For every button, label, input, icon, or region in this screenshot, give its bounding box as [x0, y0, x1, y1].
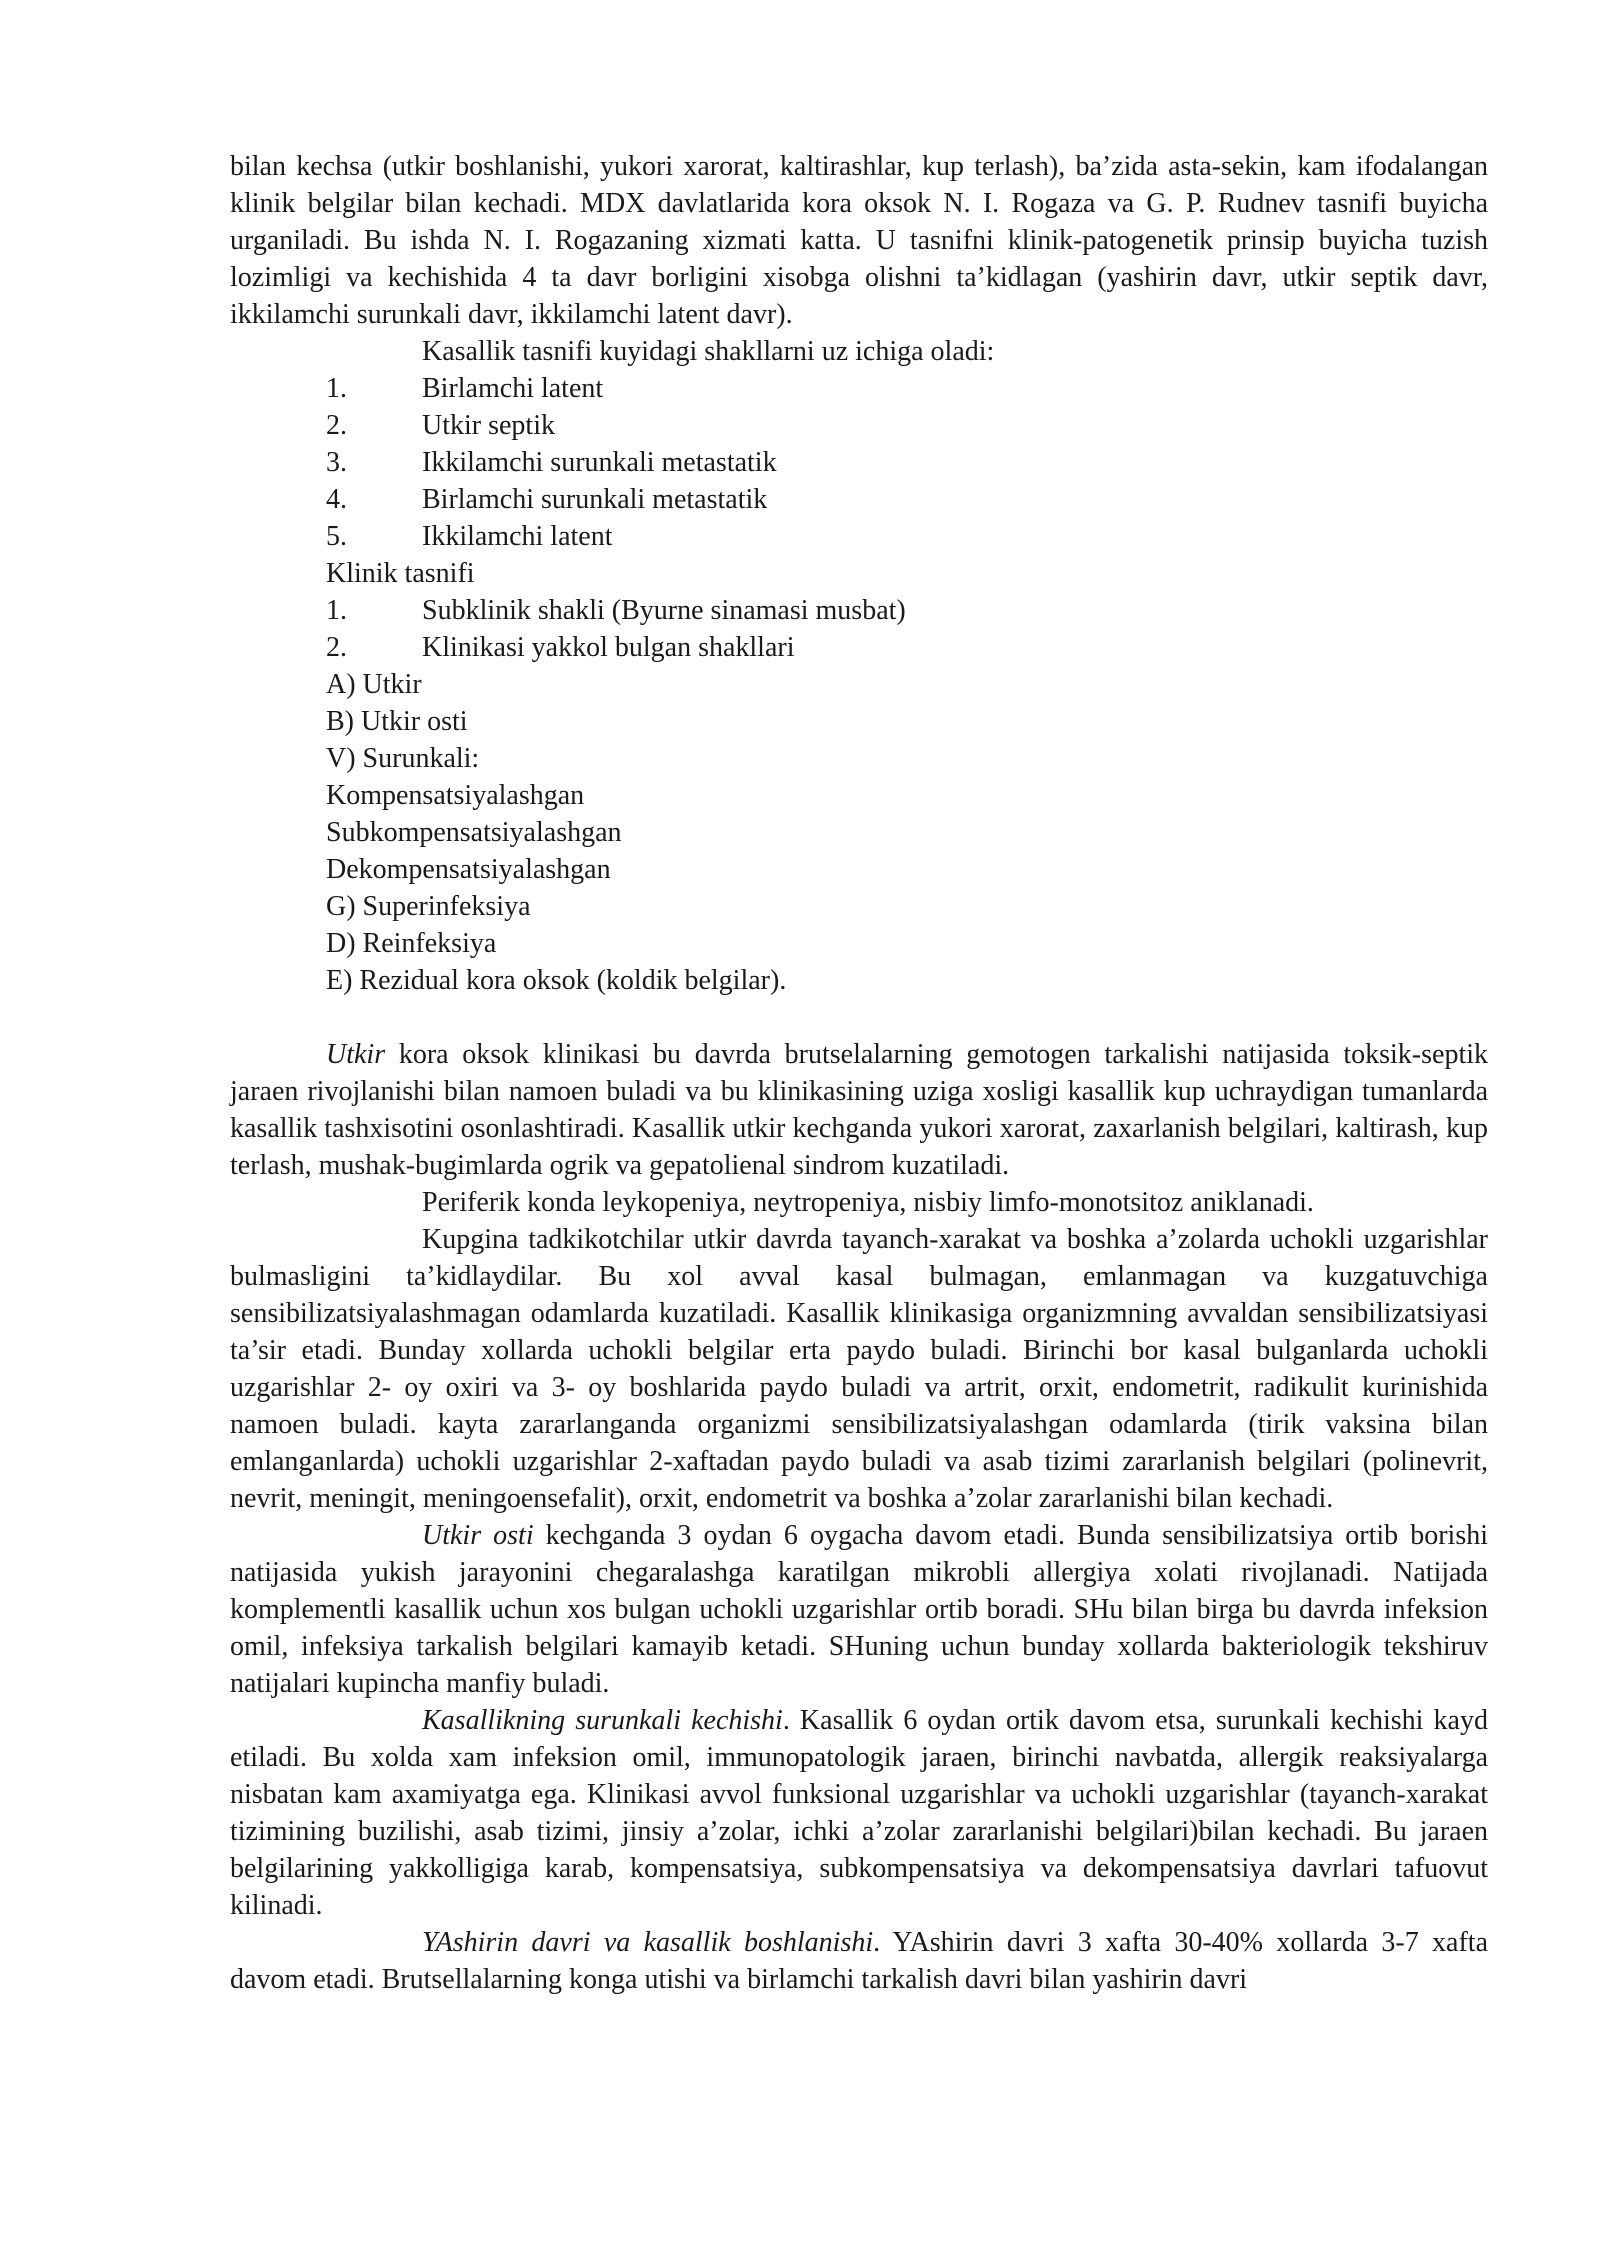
list-item: G) Superinfeksiya: [326, 891, 531, 922]
clinical-list: [230, 592, 1488, 666]
clinical-heading: Klinik tasnifi: [326, 558, 475, 589]
forms-list: [230, 370, 1488, 555]
list-item: Kompensatsiyalashgan: [326, 780, 585, 811]
list-item: B) Utkir osti: [326, 706, 468, 737]
list-item: 3. Ikkilamchi surunkali metastatik: [326, 447, 777, 478]
paragraph-gap: [230, 999, 1488, 1036]
list-item: 1. Subklinik shakli (Byurne sinamasi musbat): [326, 595, 906, 626]
utkir-lead: Utkir: [326, 1039, 386, 1070]
yashirin-lead: YAshirin davri va kasallik boshlanishi: [422, 1927, 874, 1958]
list-item: A) Utkir: [326, 669, 422, 700]
list-item: 2. Klinikasi yakkol bulgan shakllari: [326, 632, 795, 663]
list-item: D) Reinfeksiya: [326, 928, 497, 959]
periferik-paragraph: Periferik konda leykopeniya, neytropeniya, nisbiy limfo-monotsitoz aniklanadi.: [422, 1187, 1314, 1218]
list-item: E) Rezidual kora oksok (koldik belgilar).: [326, 965, 787, 996]
surunkali-paragraph: Kasallikning surunkali kechishi. Kasallik 6 oydan ortik davom etsa, surunkali kechishi kayd etiladi. Bu xolda xam infeksion omil, immunopatologik jaraen, birinchi navbatda, allergik reaksiyalarga nisbatan kam axamiyatga ega. Klinikasi avvol funksional uzgarishlar va uchokli uzgarishlar (tayanch-xarakat tizimining buzilishi, asab tizimi, jinsiy a’zolar, ichki a’zolar zararlanishi belgilari)bilan kechadi. Bu jaraen belgilarining yakkolligiga karab, kompensatsiya, subkompensatsiya va dekompensatsiya davrlari tafuovut kilinadi.: [230, 1705, 1488, 1921]
utkir-osti-lead: Utkir osti: [422, 1520, 534, 1551]
utkir-osti-paragraph: Utkir osti kechganda 3 oydan 6 oygacha davom etadi. Bunda sensibilizatsiya ortib borishi natijasida yukish jarayonini chegaralashga karatilgan mikrobli allergiya xolati rivojlanadi. Natijada komplementli kasallik uchun xos bulgan uchokli uzgarishlar ortib boradi. SHu bilan birga bu davrda infeksion omil, infeksiya tarkalish belgilari kamayib ketadi. SHuning uchun bunday xollarda bakteriologik tekshiruv natijalari kupincha manfiy buladi.: [230, 1520, 1488, 1699]
yashirin-paragraph: YAshirin davri va kasallik boshlanishi. YAshirin davri 3 xafta 30-40% xollarda 3-7 xafta davom etadi. Brutsellalarning konga utishi va birlamchi tarkalish davri bilan yashirin davri: [230, 1927, 1488, 1995]
list-item: V) Surunkali:: [326, 743, 480, 774]
list-item: 1. Birlamchi latent: [326, 373, 604, 404]
list-item: 2. Utkir septik: [326, 410, 555, 441]
list-item: Subkompensatsiyalashgan: [326, 817, 622, 848]
list-item: 4. Birlamchi surunkali metastatik: [326, 484, 768, 515]
list-item: Dekompensatsiyalashgan: [326, 854, 611, 885]
list-item: 5. Ikkilamchi latent: [326, 521, 613, 552]
intro-paragraph: bilan kechsa (utkir boshlanishi, yukori xarorat, kaltirashlar, kup terlash), ba’zida asta-sekin, kam ifodalangan klinik belgilar bilan kechadi. MDX davlatlarida kora oksok N. I. Rogaza va G. P. Rudnev tasnifi buyicha urganiladi. Bu ishda N. I. Rogazaning xizmati katta. U tasnifni klinik-patogenetik prinsip buyicha tuzish lozimligi va kechishida 4 ta davr borligini xisobga olishni ta’kidlagan (yashirin davr, utkir septik davr, ikkilamchi surunkali davr, ikkilamchi latent davr).: [230, 151, 1488, 330]
surunkali-lead: Kasallikning surunkali kechishi: [422, 1705, 783, 1736]
document-page: [230, 148, 1488, 1998]
kupgina-paragraph: Kupgina tadkikotchilar utkir davrda tayanch-xarakat va boshka a’zolarda uchokli uzgarishlar bulmasligini ta’kidlaydilar. Bu xol avval kasal bulmagan, emlanmagan va kuzgatuvchiga sensibilizatsiyalashmagan odamlarda kuzatiladi. Kasallik klinikasiga organizmning avvaldan sensibilizatsiyasi ta’sir etadi. Bunday xollarda uchokli belgilar erta paydo buladi. Birinchi bor kasal bulganlarda uchokli uzgarishlar 2- oy oxiri va 3- oy boshlarida paydo buladi va artrit, orxit, endometrit, radikulit kurinishida namoen buladi. kayta zararlanganda organizmi sensibilizatsiyalashgan odamlarda (tirik vaksina bilan emlanganlarda) uchokli uzgarishlar 2-xaftadan paydo buladi va asab tizimi zararlanish belgilari (polinevrit, nevrit, meningit, meningoensefalit), orxit, endometrit va boshka a’zolar zararlanishi bilan kechadi.: [230, 1224, 1488, 1514]
classification-intro: Kasallik tasnifi kuyidagi shakllarni uz ichiga oladi:: [422, 336, 995, 367]
utkir-paragraph: Utkir kora oksok klinikasi bu davrda brutselalarning gemotogen tarkalishi natijasida toksik-septik jaraen rivojlanishi bilan namoen buladi va bu klinikasining uziga xosligi kasallik kup uchraydigan tumanlarda kasallik tashxisotini osonlashtiradi. Kasallik utkir kechganda yukori xarorat, zaxarlanish belgilari, kaltirash, kup terlash, mushak-bugimlarda ogrik va gepatolienal sindrom kuzatiladi.: [230, 1039, 1488, 1181]
sub-items-list: [230, 666, 1488, 999]
